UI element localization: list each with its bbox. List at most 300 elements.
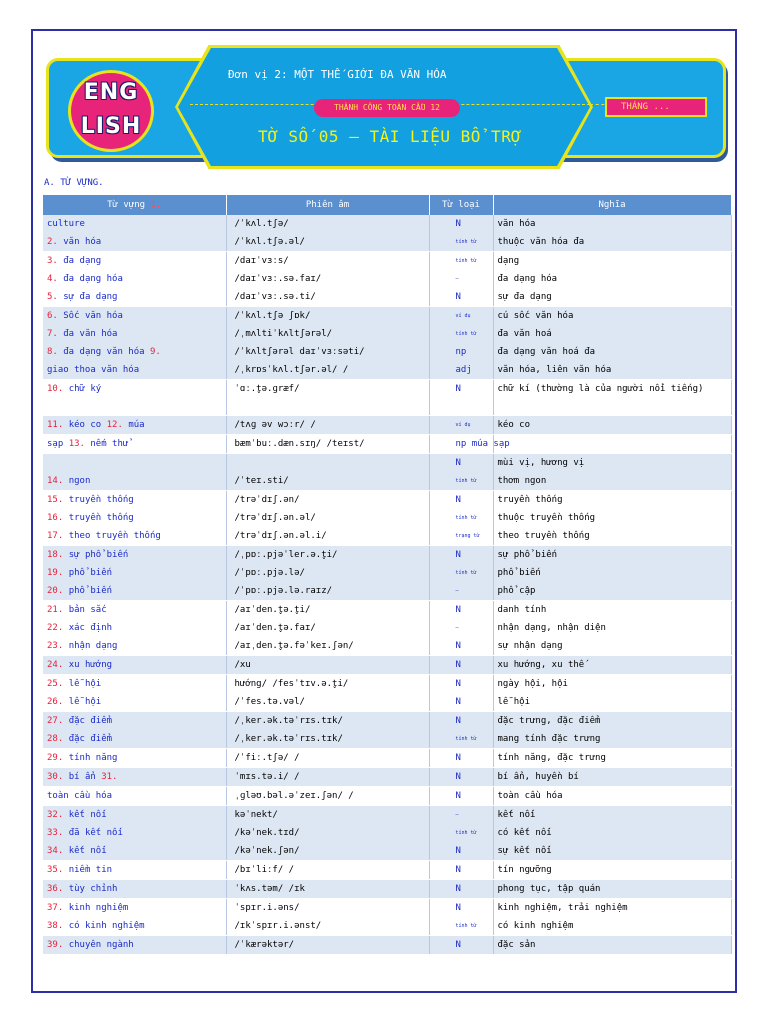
word-line: [43, 435, 226, 453]
meaning-line: kéo co: [497, 420, 531, 430]
word-text: niềm tin: [68, 865, 113, 875]
ipa-cell: [226, 806, 429, 861]
ipa-line: /trəˈdɪʃ.ən/: [234, 495, 300, 505]
ipa-line: /aɪˈden.t̬ə.faɪ/: [234, 623, 316, 633]
type-cell: [429, 806, 493, 861]
word-text: đặc điểm: [68, 716, 113, 726]
ipa-line: /xu: [234, 660, 251, 670]
meaning-cell: [493, 380, 731, 416]
word-text: sự đa dạng: [63, 292, 118, 302]
word-line: [43, 899, 226, 917]
table-row: [43, 787, 731, 806]
header-word-number: 1.: [150, 200, 162, 210]
ipa-cell: [226, 768, 429, 787]
word-line: [43, 637, 226, 655]
word-text: theo truyền thống: [68, 531, 161, 541]
worksheet-title: TỜ SỐ 05 – TÀI LIỆU BỔ TRỢ: [258, 127, 522, 146]
word-line: [43, 527, 226, 545]
ipa-cell: [226, 416, 429, 435]
meaning-cell: [493, 215, 731, 252]
word-line: [43, 936, 226, 954]
meaning-cell: [493, 712, 731, 749]
word-number: 23.: [47, 641, 64, 651]
word-number: 34.: [47, 846, 64, 856]
word-text: phổ biến: [68, 568, 113, 578]
word-text: nhận dạng: [68, 641, 118, 651]
word-text: chữ ký: [68, 384, 102, 394]
word-line: [43, 509, 226, 527]
table-row: [43, 307, 731, 380]
meaning-line: tính năng, đặc trưng: [497, 753, 606, 763]
type-cell: [429, 936, 493, 955]
meaning-line: [494, 435, 731, 453]
ipa-line: /daɪˈvɜː.sə.faɪ/: [234, 274, 322, 284]
word-number: 27.: [47, 716, 64, 726]
table-row: [43, 491, 731, 546]
word-cell: [43, 546, 226, 601]
word-text: toàn cầu hóa: [47, 791, 113, 801]
ipa-line: ˈkʌs.təm/ /ɪk: [234, 884, 305, 894]
ipa-line: /kəˈnek.tɪd/: [234, 828, 300, 838]
word-line: [43, 917, 226, 935]
ipa-cell: [226, 546, 429, 601]
type-line: N: [455, 458, 461, 468]
table-row: [43, 899, 731, 936]
word-line: [43, 806, 226, 824]
ipa-line: /ˌker.ək.təˈrɪs.tɪk/: [234, 716, 343, 726]
word-text: ngon: [68, 476, 91, 486]
meaning-line: sự kết nối: [497, 846, 552, 856]
ipa-cell: [226, 454, 429, 491]
word-line: [43, 252, 226, 270]
type-line: N: [455, 772, 461, 782]
ipa-line: /ˈkʌltʃərəl daɪˈvɜːsəti/: [234, 347, 365, 357]
column-header-ipa: Phiên âm: [226, 195, 429, 215]
type-cell: [429, 899, 493, 936]
meaning-line: dạng: [497, 256, 520, 266]
ipa-line: /bɪˈliːf/ /: [234, 865, 295, 875]
table-row: [43, 416, 731, 435]
ipa-line: /ˈpɒː.pjə.lə.raɪz/: [234, 586, 333, 596]
word-number: 37.: [47, 903, 64, 913]
ipa-line: /ˈkærəktər/: [234, 940, 295, 950]
type-line: —: [455, 276, 459, 282]
word-cell: [43, 454, 226, 491]
type-line: N: [455, 660, 461, 670]
meaning-cell: [493, 787, 731, 806]
type-cell: [429, 215, 493, 252]
logo-text-top: ENG: [83, 80, 139, 105]
type-line: np: [455, 347, 467, 357]
word-line: [43, 582, 226, 600]
word-text: lễ hội: [68, 679, 102, 689]
series-badge: THÀNH CÔNG TOÀN CẦU 12: [314, 99, 460, 117]
type-line: adj: [455, 365, 472, 375]
vocabulary-table: [43, 195, 732, 955]
meaning-line: sự nhận dạng: [497, 641, 563, 651]
meaning-line: phổ biến: [497, 568, 541, 578]
ipa-line: ˈspɪr.i.əns/: [234, 903, 300, 913]
type-cell: [429, 601, 493, 656]
word-cell: [43, 435, 226, 454]
type-line: trạng từ: [455, 533, 480, 539]
meaning-cell: [493, 601, 731, 656]
ipa-cell: [226, 936, 429, 955]
type-line: tính từ: [455, 736, 477, 742]
type-line: N: [455, 846, 461, 856]
word-line: [43, 416, 226, 434]
word-cell: [43, 656, 226, 675]
type-line: —: [455, 625, 459, 631]
word-line: [43, 880, 226, 898]
type-cell: [429, 861, 493, 880]
word-line: [43, 491, 226, 509]
word-line: [43, 564, 226, 582]
type-line: tính từ: [455, 923, 477, 929]
table-row: [43, 675, 731, 712]
meaning-cell: [493, 936, 731, 955]
word-number: 7.: [47, 329, 58, 339]
ipa-cell: [226, 787, 429, 806]
ipa-cell: [226, 307, 429, 380]
word-line: [43, 730, 226, 748]
type-line: N: [455, 605, 461, 615]
word-text: giao thoa văn hóa: [47, 365, 140, 375]
type-cell: [429, 880, 493, 899]
ipa-line: /ˈkʌl.tʃə ʃɒk/: [234, 311, 311, 321]
ipa-cell: [226, 601, 429, 656]
ipa-line: ˈɑː.t̬ə.ɡræf/: [234, 384, 300, 394]
type-line: np múa sạp: [455, 439, 510, 449]
meaning-cell: [493, 880, 731, 899]
word-number: 8.: [47, 347, 58, 357]
type-cell: [429, 656, 493, 675]
word-text: Sốc văn hóa: [63, 311, 123, 321]
table-row: [43, 861, 731, 880]
word-line: [43, 215, 226, 233]
ipa-line: bæmˈbuː.dæn.sɪŋ/ /teɪst/: [234, 439, 365, 449]
unit-title: Đơn vị 2: MỘT THẾ GIỚI ĐA VĂN HÓA: [228, 68, 447, 81]
word-line: [43, 380, 226, 398]
word-number: 11.: [47, 420, 64, 430]
meaning-line: lễ hội: [497, 697, 531, 707]
type-cell: [429, 380, 493, 416]
logo-text-bottom: LISH: [80, 114, 142, 139]
word-cell: [43, 880, 226, 899]
word-cell: [43, 936, 226, 955]
ipa-cell: [226, 749, 429, 768]
word-number: 12.: [106, 420, 123, 430]
meaning-line: thuộc văn hóa đa: [497, 237, 585, 247]
word-cell: [43, 787, 226, 806]
ipa-cell: [226, 215, 429, 252]
ipa-line: /daɪˈvɜːs/: [234, 256, 289, 266]
word-line: [43, 693, 226, 711]
meaning-cell: [493, 768, 731, 787]
word-number: 39.: [47, 940, 64, 950]
table-row: [43, 656, 731, 675]
table-row: [43, 435, 731, 454]
type-line: N: [455, 679, 461, 689]
table-row: [43, 252, 731, 307]
type-cell: [429, 435, 510, 454]
meaning-line: văn hóa: [497, 219, 536, 229]
type-cell: [429, 546, 493, 601]
word-line: [43, 546, 226, 564]
ipa-cell: [226, 380, 429, 416]
word-cell: [43, 491, 226, 546]
ipa-line: /kəˈnek.ʃən/: [234, 846, 300, 856]
word-cell: [43, 416, 226, 435]
table-row: [43, 936, 731, 955]
word-text: chuyên ngành: [68, 940, 134, 950]
word-number: 2.: [47, 237, 58, 247]
meaning-line: đa văn hoá: [497, 329, 552, 339]
column-header-meaning: Nghĩa: [493, 195, 731, 215]
ipa-line: /ˌker.ək.təˈrɪs.tɪk/: [234, 734, 343, 744]
type-cell: [429, 749, 493, 768]
ipa-line: /aɪˈden.t̬ə.t̬i/: [234, 605, 311, 615]
word-text: truyền thống: [68, 513, 134, 523]
ipa-cell: [226, 435, 429, 454]
type-cell: [429, 307, 493, 380]
word-cell: [43, 861, 226, 880]
table-row: [43, 601, 731, 656]
word-number: 13.: [68, 439, 85, 449]
word-number: 28.: [47, 734, 64, 744]
ipa-line: [227, 454, 429, 472]
word-text: xác định: [68, 623, 113, 633]
word-cell: [43, 899, 226, 936]
meaning-line: thuộc truyền thống: [497, 513, 596, 523]
meaning-line: danh tính: [497, 605, 547, 615]
word-line: [43, 712, 226, 730]
word-line: [43, 656, 226, 674]
meaning-line: ngày hội, hội: [497, 679, 568, 689]
word-cell: [43, 252, 226, 307]
meaning-line: đặc trưng, đặc điểm: [497, 716, 601, 726]
ipa-cell: [226, 861, 429, 880]
type-line: N: [455, 384, 461, 394]
word-number: 30.: [47, 772, 64, 782]
meaning-line: chữ kí (thường là của người nổi tiếng): [497, 384, 704, 394]
type-line: ví dụ: [455, 313, 471, 319]
type-line: —: [455, 588, 459, 594]
meaning-cell: [493, 806, 731, 861]
ipa-cell: [226, 491, 429, 546]
meaning-line: đa dạng hóa: [497, 274, 558, 284]
type-cell: [429, 675, 493, 712]
english-logo: [68, 70, 154, 152]
type-cell: [429, 712, 493, 749]
word-number: 10.: [47, 384, 64, 394]
meaning-cell: [493, 546, 731, 601]
ipa-line: /ˈteɪ.sti/: [234, 476, 289, 486]
table-header-row: [43, 195, 731, 215]
word-number: 31.: [101, 772, 118, 782]
word-line: [43, 842, 226, 860]
word-line: [43, 325, 226, 343]
word-number: 24.: [47, 660, 64, 670]
ipa-line: /ˌpɒː.pjəˈler.ə.t̬i/: [234, 550, 338, 560]
word-text: kéo co: [68, 420, 102, 430]
ipa-cell: [226, 675, 429, 712]
meaning-line: đặc sản: [497, 940, 536, 950]
word-number: 16.: [47, 513, 64, 523]
type-cell: [429, 768, 493, 787]
word-number: 3.: [47, 256, 58, 266]
word-line: [43, 601, 226, 619]
meaning-cell: [493, 675, 731, 712]
word-line: [43, 861, 226, 879]
ipa-line: /ˈkʌl.tʃə.əl/: [234, 237, 305, 247]
section-heading: A. TỪ VỰNG.: [44, 178, 104, 188]
table-row: [43, 768, 731, 787]
word-line: [43, 824, 226, 842]
word-number: 18.: [47, 550, 64, 560]
word-text: lễ hội: [68, 697, 102, 707]
type-cell: [429, 491, 493, 546]
meaning-line: kinh nghiệm, trải nghiệm: [497, 903, 628, 913]
word-text: tính năng: [68, 753, 118, 763]
word-text: nếm thử: [90, 439, 129, 449]
word-line: [43, 619, 226, 637]
meaning-line: có kết nối: [497, 828, 552, 838]
type-line: ví dụ: [455, 422, 471, 428]
table-row: [43, 546, 731, 601]
word-text: culture: [47, 219, 85, 229]
word-number: 15.: [47, 495, 64, 505]
word-cell: [43, 675, 226, 712]
ipa-cell: [226, 252, 429, 307]
ipa-line: /ˈfiː.tʃə/ /: [234, 753, 300, 763]
word-text: bí ẩn: [68, 772, 96, 782]
word-number: 38.: [47, 921, 64, 931]
meaning-line: phổ cập: [497, 586, 536, 596]
type-line: tính từ: [455, 830, 477, 836]
meaning-line: phong tục, tập quán: [497, 884, 601, 894]
type-line: tính từ: [455, 331, 477, 337]
meaning-line: bí ẩn, huyền bí: [497, 772, 579, 782]
word-text: đa dạng văn hóa: [63, 347, 145, 357]
word-cell: [43, 307, 226, 380]
word-number: 36.: [47, 884, 64, 894]
meaning-line: nhận dạng, nhận diện: [497, 623, 606, 633]
word-text: đa dạng hóa: [63, 274, 123, 284]
meaning-line: truyền thống: [497, 495, 563, 505]
ipa-line: kəˈnekt/: [234, 810, 278, 820]
word-line: [43, 361, 226, 379]
ipa-line: /trəˈdɪʃ.ən.əl.i/: [234, 531, 327, 541]
word-number: 21.: [47, 605, 64, 615]
type-cell: [429, 252, 493, 307]
word-number: 19.: [47, 568, 64, 578]
meaning-line: theo truyền thống: [497, 531, 590, 541]
word-cell: [43, 768, 226, 787]
word-line: [43, 270, 226, 288]
meaning-cell: [493, 252, 731, 307]
word-text: kinh nghiệm: [68, 903, 129, 913]
word-line: [43, 343, 226, 361]
word-text: đặc điểm: [68, 734, 113, 744]
word-line: [43, 472, 226, 490]
word-line: [43, 749, 226, 767]
word-text: tùy chỉnh: [68, 884, 118, 894]
ipa-cell: [226, 656, 429, 675]
word-number: 6.: [47, 311, 58, 321]
word-number: 4.: [47, 274, 58, 284]
type-cell: [429, 787, 493, 806]
word-text: đa văn hóa: [63, 329, 118, 339]
word-line: [43, 454, 226, 472]
type-line: N: [455, 791, 461, 801]
column-header-word: [43, 195, 226, 215]
ipa-line: /ˈkʌl.tʃə/: [234, 219, 289, 229]
meaning-line: sự đa dạng: [497, 292, 552, 302]
ipa-line: /aɪˌden.t̬ə.fəˈkeɪ.ʃən/: [234, 641, 354, 651]
column-header-type: Từ loại: [429, 195, 493, 215]
word-number: 29.: [47, 753, 64, 763]
word-cell: [43, 380, 226, 416]
meaning-cell: [493, 435, 731, 454]
table-row: [43, 880, 731, 899]
type-line: tính từ: [455, 239, 477, 245]
meaning-cell: [493, 861, 731, 880]
meaning-cell: [493, 656, 731, 675]
word-number: 35.: [47, 865, 64, 875]
type-line: tính từ: [455, 478, 477, 484]
word-text: kết nối: [68, 846, 107, 856]
word-cell: [43, 712, 226, 749]
type-line: N: [455, 884, 461, 894]
ipa-line: /ˌkrɒsˈkʌl.tʃər.əl/ /: [234, 365, 349, 375]
word-number: 20.: [47, 586, 64, 596]
table-row: [43, 806, 731, 861]
word-line: [43, 307, 226, 325]
type-line: N: [455, 865, 461, 875]
word-text: sạp: [47, 439, 64, 449]
word-text: bản sắc: [68, 605, 107, 615]
word-text: múa: [128, 420, 145, 430]
word-text: có kinh nghiệm: [68, 921, 145, 931]
meaning-cell: [493, 491, 731, 546]
ipa-line: /trəˈdɪʃ.ən.əl/: [234, 513, 316, 523]
table-body: [43, 215, 731, 955]
type-line: N: [455, 753, 461, 763]
ipa-line: /ɪkˈspɪr.i.ənst/: [234, 921, 322, 931]
word-line: [43, 675, 226, 693]
type-line: tính từ: [455, 515, 477, 521]
ipa-line: /ˈpɒː.pjə.lə/: [234, 568, 305, 578]
meaning-line: văn hóa, liên văn hóa: [497, 365, 612, 375]
word-number: 17.: [47, 531, 64, 541]
word-line: [43, 787, 226, 805]
word-line: [43, 768, 226, 786]
type-line: —: [455, 812, 459, 818]
word-text: kết nối: [68, 810, 107, 820]
word-text: sự phổ biến: [68, 550, 129, 560]
meaning-line: đa dạng văn hoá đa: [497, 347, 596, 357]
type-line: tính từ: [455, 258, 477, 264]
type-line: tính từ: [455, 570, 477, 576]
ipa-cell: [226, 880, 429, 899]
meaning-line: xu hướng, xu thế: [497, 660, 585, 670]
meaning-line: kết nối: [497, 810, 536, 820]
type-line: N: [455, 641, 461, 651]
meaning-line: sự phổ biến: [497, 550, 558, 560]
word-number: 25.: [47, 679, 64, 689]
table-row: [43, 454, 731, 491]
